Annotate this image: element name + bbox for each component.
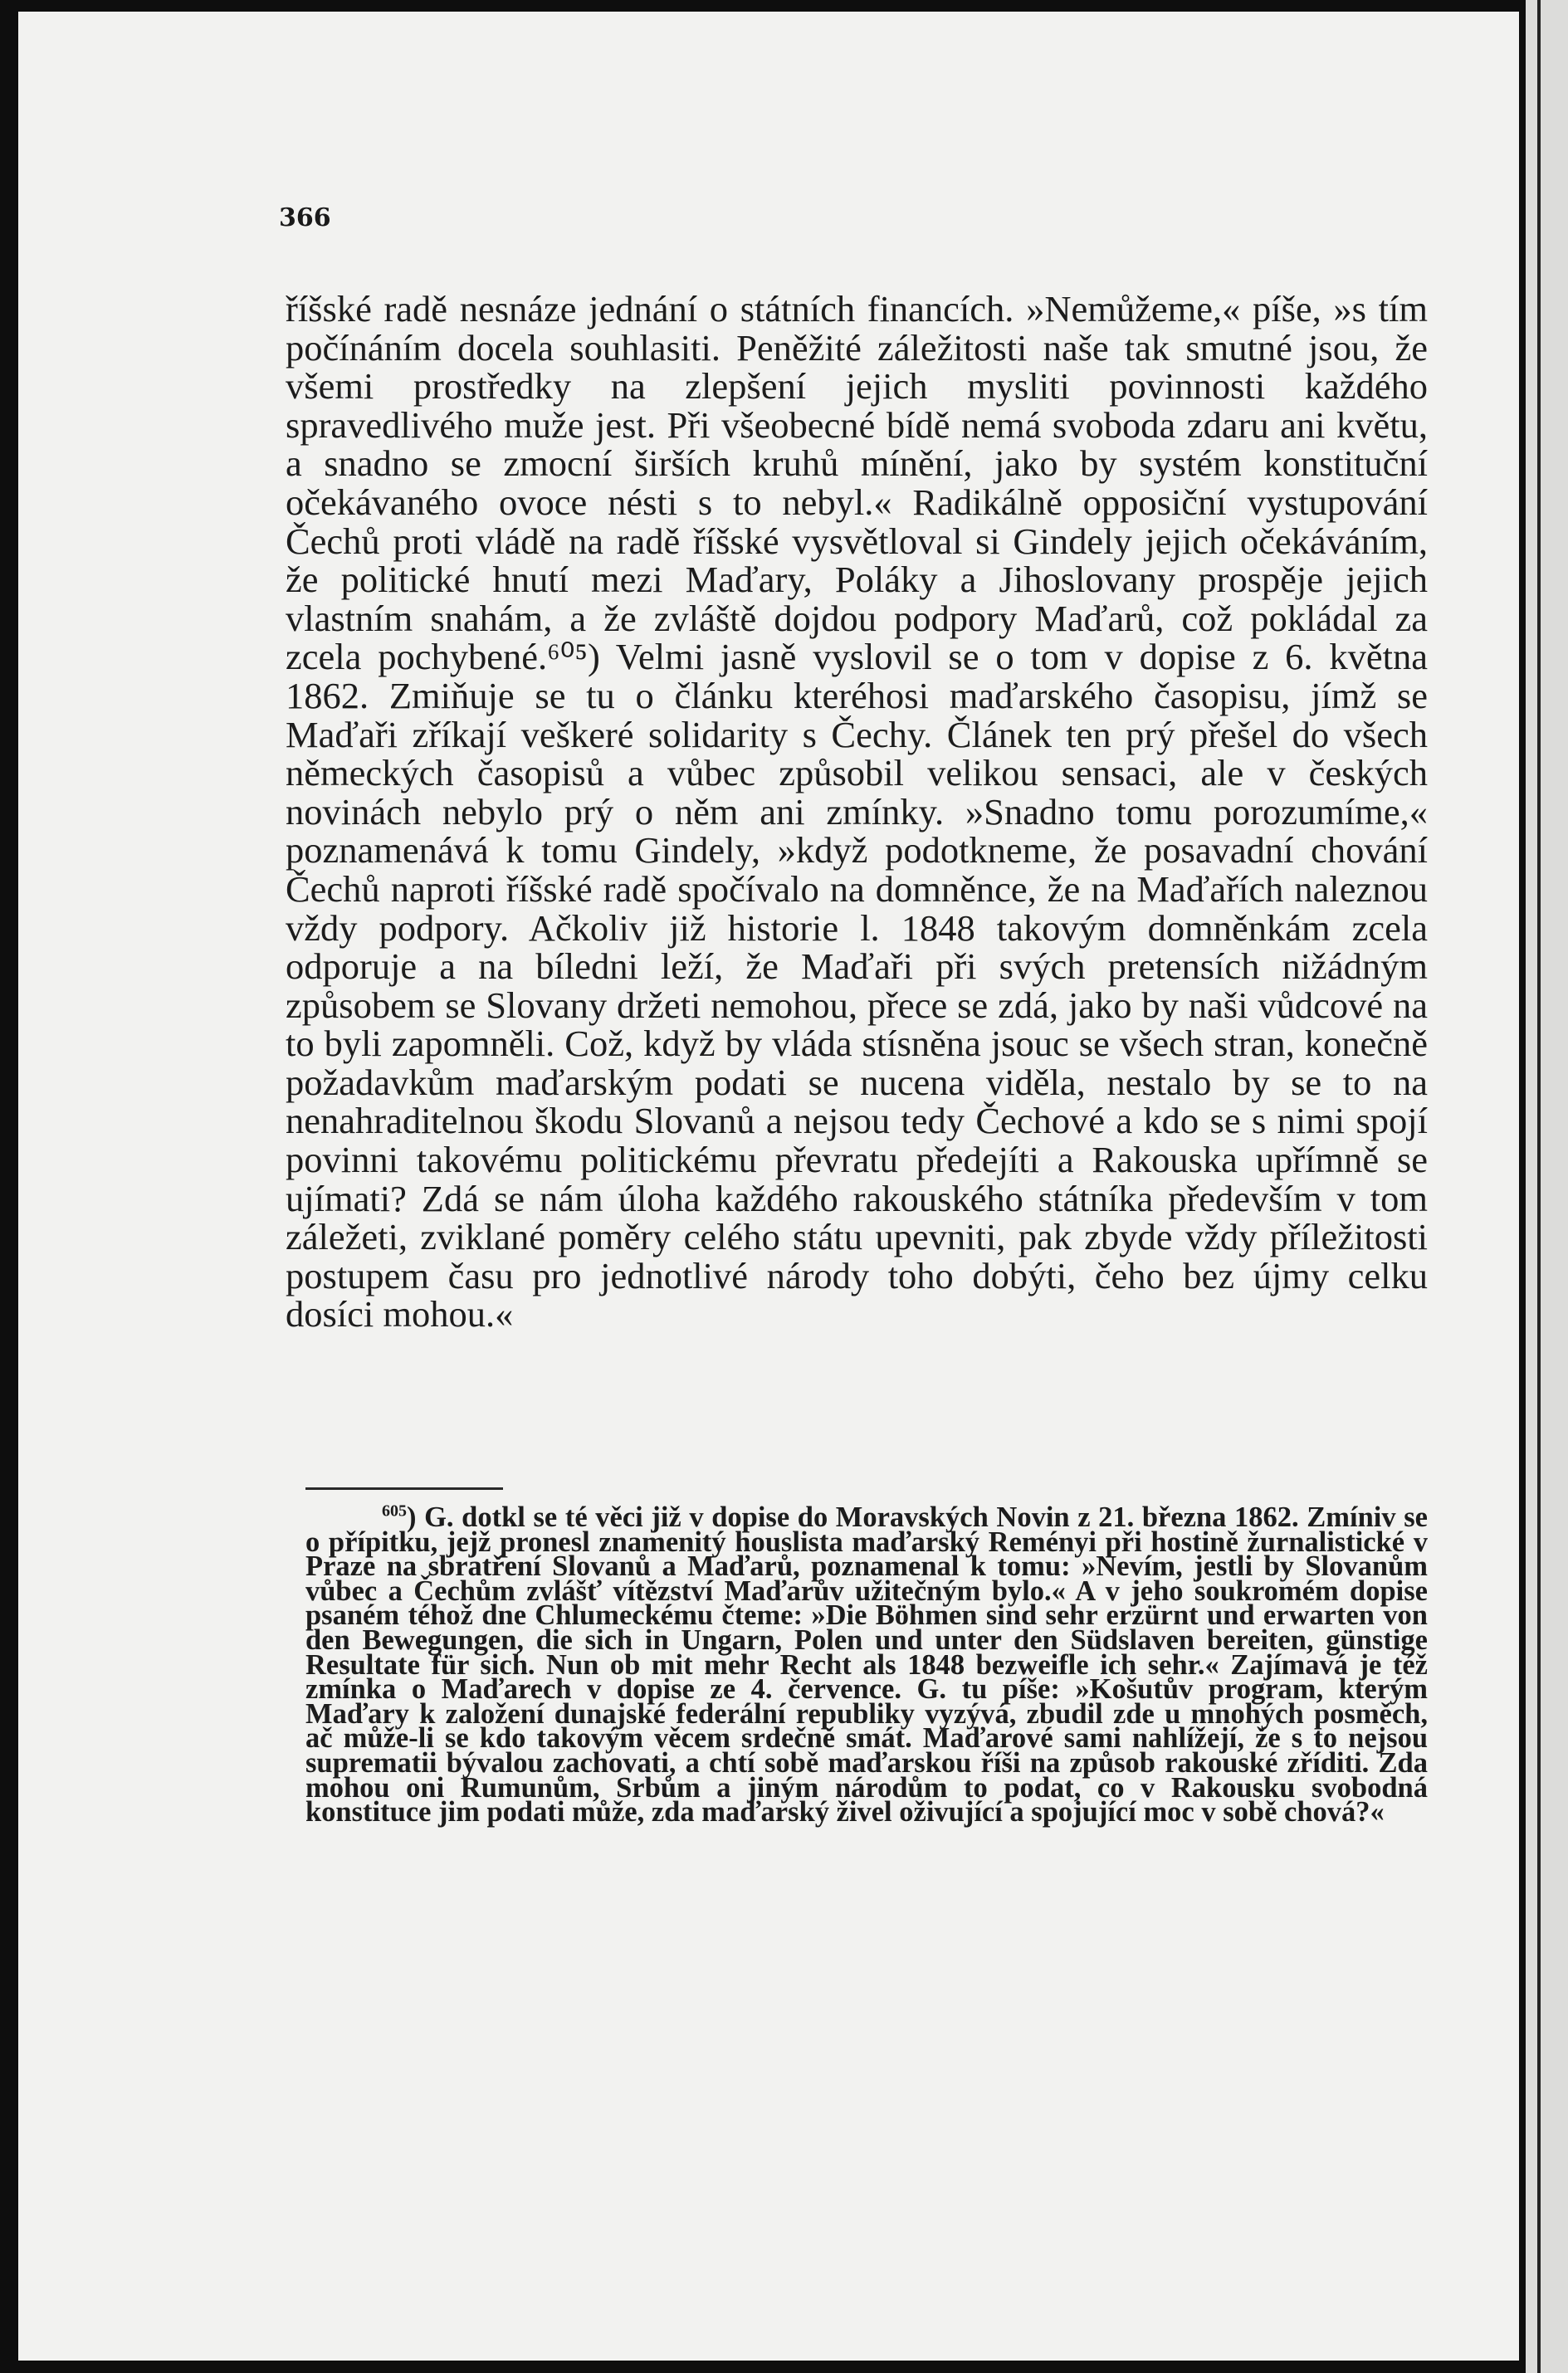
page-number: 366 [279, 203, 331, 232]
book-page [18, 12, 1519, 2361]
body-paragraph: říšské radě nesnáze jednání o státních financích. »Nemůžeme,« píše, »s tím počínáním docela souhlasiti. Peněžité záležitosti naše tak smutné jsou, že všemi prostředky na zlepšení jejich mysliti povinnosti každého spravedlivého muže jest. Při všeobecné bídě nemá svoboda zdaru ani květu, a snadno se zmocní širších kruhů mínění, jako by systém konstituční očekávaného ovoce nésti s to nebyl.« Radikálně opposiční vystupování Čechů proti vládě na radě říšské vysvětloval si Gindely jejich očekáváním, že politické hnutí mezi Maďary, Poláky a Jihoslovany prospěje jejich vlastním snahám, a že zvláště dojdou podpory Maďarů, což pokládal za zcela pochybené.⁶⁰⁵) Velmi jasně vyslovil se o tom v dopise z 6. května 1862. Zmiňuje se tu o článku kteréhosi maďarského časopisu, jímž se Maďaři zříkají veškeré solidarity s Čechy. Článek ten prý přešel do všech německých časopisů a vůbec způsobil velikou sensaci, ale v českých novinách nebylo prý o něm ani zmínky. »Snadno tomu porozumíme,« poznamenává k tomu Gindely, »když podotkneme, že posavadní chování Čechů naproti říšské radě spočívalo na domněnce, že na Maďařích naleznou vždy podpory. Ačkoliv již historie l. 1848 takovým domněnkám zcela odporuje a na bíledni leží, že Maďaři při svých pretensích nižádným způsobem se Slovany držeti nemohou, přece se zdá, jako by naši vůdcové na to byli zapomněli. Což, když by vláda stísněna jsouc se všech stran, konečně požadavkům maďarským podati se nucena viděla, nestalo by se to na nenahraditelnou škodu Slovanů a nejsou tedy Čechové a kdo se s nimi spojí povinni takovému politickému převratu předejíti a Rakouska upřímně se ujímati? Zdá se nám úloha každého rakouského státníka především v tom záležeti, zviklané poměry celého státu upevniti, pak zbyde vždy příležitosti postupem času pro jednotlivé národy toho dobýti, čeho bez újmy celku dosíci mohou.« [286, 288, 1428, 1335]
footnote-text: ) G. dotkl se té věci již v dopise do Moravských Novin z 21. března 1862. Zmíniv se o přípitku, jejž pronesl znamenitý houslista maďarský Reményi při hostině žurnalistické v Praze na sbratření Slovanů a Maďarů, poznamenal k tomu: »Nevím, jestli by Slovanům vůbec a Čechům zvlášť vítězství Maďarův užitečným bylo.« A v jeho soukromém dopise psaném téhož dne Chlumeckému čteme: »Die Böhmen sind sehr erzürnt und erwarten von den Bewegungen, die sich in Ungarn, Polen und unter den Südslaven bereiten, günstige Resultate für sich. Nun ob mit mehr Recht als 1848 bezweifle ich sehr.« Zajímavá je též zmínka o Maďarech v dopise ze 4. července. G. tu píše: »Košutův program, kterým Maďary k založení dunajské federální republiky vyzývá, zbudil zde u mnohých posměch, ač může-li se kdo takovým věcem srdečně smát. Maďarové sami nahlížejí, že s to nejsou suprematii bývalou zachovati, a chtí sobě maďarskou říši na způsob rakouské zříditi. Zda mohou oni Rumunům, Srbům a jiným národům to podat, co v Rakousku svobodná konstituce jim podati může, zda maďarský živel oživující a spojující moc v sobě chová?« [305, 1501, 1428, 1829]
footnote [305, 1501, 1428, 1829]
adjacent-page-edge [1526, 0, 1568, 2373]
footnote-separator [305, 1487, 503, 1490]
footnote-marker: 605 [382, 1501, 407, 1521]
page-gutter-line [1537, 0, 1541, 2373]
